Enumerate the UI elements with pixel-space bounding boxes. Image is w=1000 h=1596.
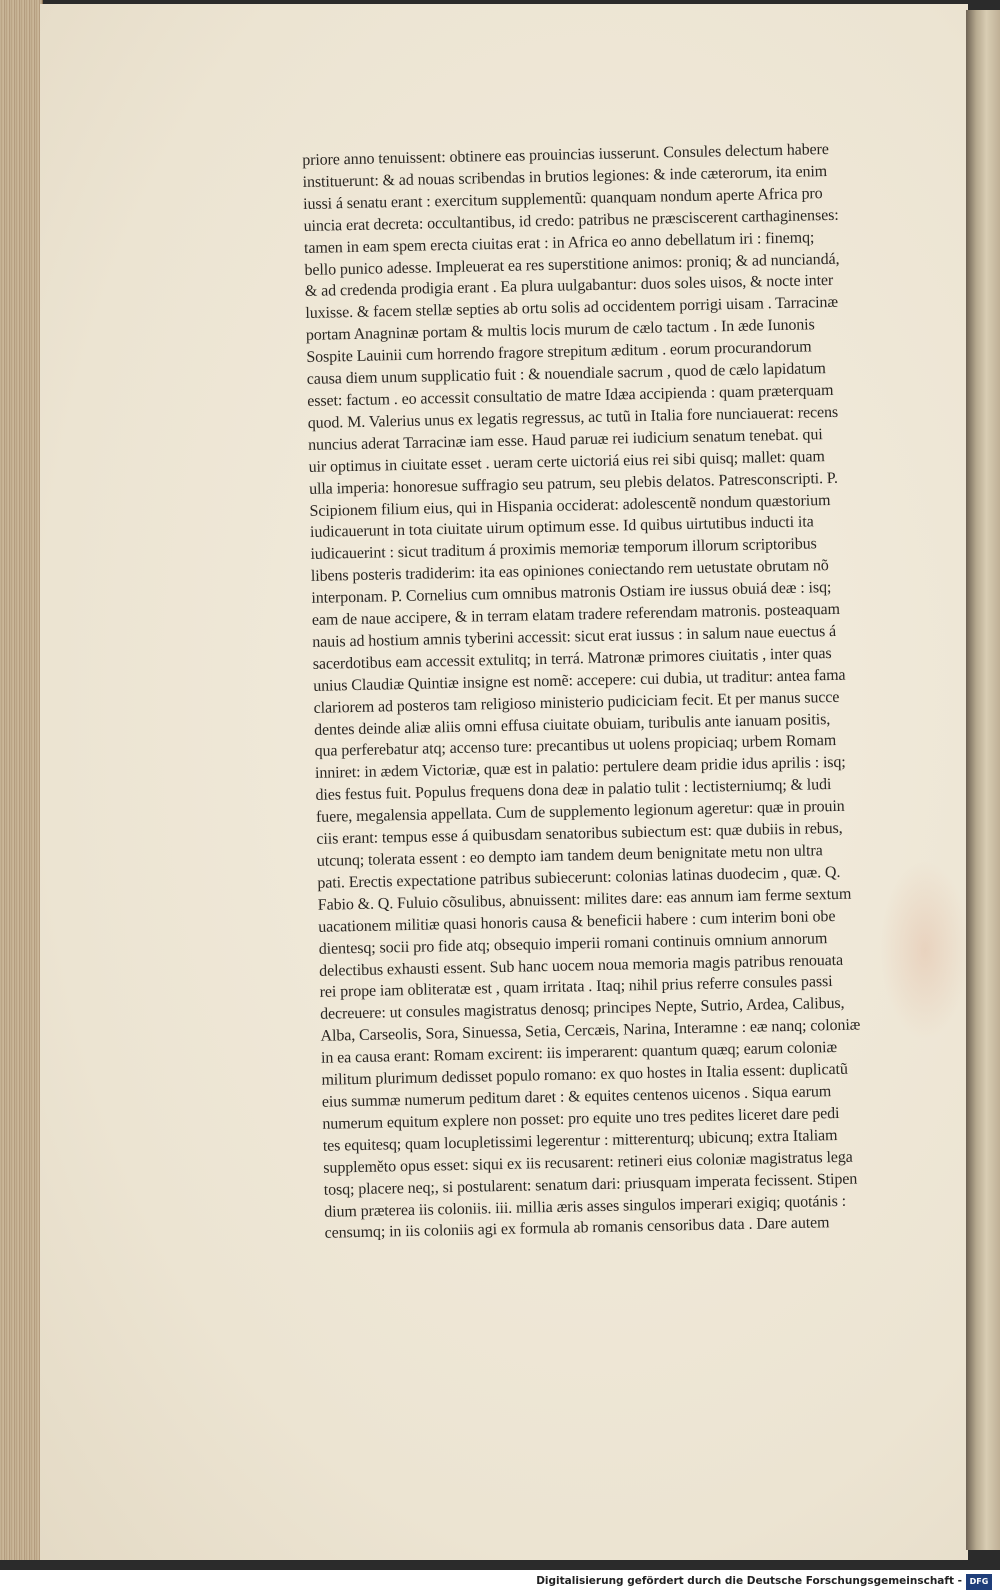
text-line: censumq; in iis coloniis agi ex formula ab romanis censoribus data . Dare autem: [324, 1214, 830, 1243]
book-edge-left: [0, 0, 43, 1560]
text-line: clariorem ad posteros tam religioso ministerio pudiciciam fecit. Et per manus succe: [313, 688, 840, 717]
text-line: nauis ad hostium amnis tyberini accessit: sicut erat iussus : in salum naue euectus á: [312, 622, 837, 651]
text-line: tes equitesq; quam locupletissimi legerentur : mitterenturq; ubicunq; extra Italiam: [322, 1126, 838, 1155]
text-line: portam Anagninæ portam & multis locis murum de cælo tactum . In æde Iunonis: [305, 316, 815, 345]
text-block: [302, 137, 965, 1245]
text-line: libens posteris tradiderim: ita eas opiniones coniectando rem uetustate obrutam nõ: [310, 557, 829, 586]
funding-credit: Digitalisierung gefördert durch die Deutsche Forschungsgemeinschaft -: [536, 1575, 962, 1587]
text-line: tamen in eam spem erecta ciuitas erat : in Africa eo anno debellatum iri : finemq;: [303, 228, 815, 257]
text-line: priore anno tenuissent: obtinere eas prouincias iusserunt. Consules delectum habere: [302, 140, 829, 169]
text-line: tosq; placere neq;, si postularent: senatum dari: priusquam imperata fecissent. Stipen: [323, 1170, 858, 1199]
text-line: rei prope iam obliteratæ est , quam irritata . Itaq; nihil prius referre consules passi: [319, 973, 833, 1002]
text-line: eius summæ numerum peditum daret : & equites centenos uicenos . Siqua earum: [321, 1083, 832, 1111]
text-line: decreuere: ut consules magistratus denosq; principes Nepte, Sutrio, Ardea, Calibus,: [319, 995, 845, 1024]
text-line: Fabio &. Q. Fuluio cõsulibus, abnuissent: milites dare: eas annum iam ferme sextum: [317, 885, 852, 914]
text-line: delectibus exhausti essent. Sub hanc uocem noua memoria magis patribus renouata: [319, 951, 844, 980]
text-line: eam de naue accipere, & in terram elatam tradere referendam matronis. posteaquam: [311, 600, 841, 629]
text-line: qua perferebatur atq; accenso ture: precantibus ut uolens propiciaq; urbem Romam: [314, 732, 837, 761]
text-line: Sospite Lauinii cum horrendo fragore strepitum æditum . eorum procurandorum: [306, 338, 812, 367]
text-line: dentes deinde aliæ aliis omni effusa ciuitate obuiam, turibulis ante ianuam positis,: [313, 710, 831, 739]
text-line: unius Claudiæ Quintiæ insigne est nomẽ: accepere: cui dubia, ut traditur: antea fama: [313, 666, 846, 695]
text-line: nuncius aderat Tarracinæ iam esse. Haud paruæ rei iudicium senatum tenebat. qui: [308, 425, 823, 454]
text-line: bello punico adesse. Impleuerat ea res superstitione animos: proniq; & ad nunciandá,: [304, 250, 840, 279]
text-line: Scipionem filium eius, qui in Hispania occiderat: adolescentẽ nondum quæstorium: [309, 491, 831, 520]
text-line: uir optimus in ciuitate esset . ueram certe uictoriá eius rei sibi quisq; mallet: quam: [308, 447, 825, 476]
text-line: instituerunt: & ad nouas scribendas in brutios legiones: & inde cæterorum, ita enim: [302, 162, 828, 191]
footer-bar: [0, 1570, 1000, 1596]
text-line: luxisse. & facem stellæ septies ab ortu solis ad occidentem porrigi uisam . Tarracinæ: [305, 294, 839, 323]
text-line: causa diem unum supplicatio fuit : & nouendiale sacrum , quod de cælo lapidatum: [306, 360, 826, 389]
dfg-logo: DFG: [966, 1574, 992, 1590]
text-line: uincia erat decreta: occultantibus, id credo: patribus ne præsciscerent carthaginenses:: [303, 206, 839, 235]
text-line: sacerdotibus eam accessit extulitq; in terrá. Matronæ primores ciuitatis , inter quas: [312, 644, 832, 673]
text-line: numerum equitum explere non posset: pro equite uno tres pedites liceret dare pedi: [322, 1104, 840, 1133]
book-edge-right: [966, 10, 1000, 1550]
text-line: uacationem militiæ quasi honoris causa & beneficii habere : cum interim boni obe: [318, 907, 836, 936]
text-line: ulla imperia: honoresue suffragio seu patrum, seu plebis delatos. Patresconscripti. P.: [308, 469, 838, 498]
text-line: ciis erant: tempus esse á quibusdam senatoribus subiectum est: quæ dubiis in rebus,: [316, 819, 843, 848]
text-line: fuere, megalensia appellata. Cum de supplemento legionum ageretur: quæ in prouin: [315, 797, 845, 827]
text-line: quod. M. Valerius unus ex legatis regressus, ac tutũ in Italia fore nunciauerat: recens: [307, 403, 839, 432]
text-line: iussi á senatu erant : exercitum supplementũ: quanquam nondum aperte Africa pro: [302, 184, 823, 213]
text-line: esset: factum . eo accessit consultatio de matre Idæa accipienda : quam præterquam: [307, 381, 834, 410]
text-line: militum plurimum dedisset populo romano: ex quo hostes in Italia essent: duplicatũ: [321, 1060, 848, 1089]
text-line: dies festus fuit. Populus frequens dona deæ in palatio tulit : lectisterniumq; & ludi: [315, 776, 832, 805]
text-line: inniret: in ædem Victoriæ, quæ est in palatio: pertulere deam pridie idus aprilis : isq;: [314, 754, 846, 783]
text-line: in ea causa erant: Romam excirent: iis imperarent: quantum quæq; earum coloniæ: [320, 1039, 838, 1067]
text-line: dientesq; socii pro fide atq; obsequio imperii romani continuis omnium annorum: [318, 929, 828, 958]
text-line: iudicauerunt in tota ciuitate uirum optimum esse. Id quibus uirtutibus inducti ita: [309, 513, 814, 542]
text-line: interponam. P. Cornelius cum omnibus matronis Ostiam ire iussus obuiá deæ : isq;: [311, 579, 832, 608]
text-line: iudicauerint : sicut traditum á proximis memoriæ temporum illorum scriptoribus: [310, 535, 817, 564]
text-line: pati. Erectis expectatione patribus subiecerunt: colonias latinas duodecim , quæ. Q.: [317, 863, 841, 892]
text-line: Alba, Carseolis, Sora, Sinuessa, Setia, Cercæis, Narina, Interamne : eæ nanq; coloniæ: [320, 1016, 861, 1046]
text-line: utcunq; tolerata essent : eo dempto iam tandem deum benignitate metu non ultra: [316, 842, 823, 870]
text-line: suppleměto opus esset: siqui ex iis recusarent: retineri eius coloniæ magistratus lega: [323, 1148, 853, 1177]
text-line: dium præterea iis coloniis. iii. millia æris asses singulos imperari exigiq; quotánis :: [324, 1192, 847, 1221]
text-line: & ad credenda prodigia erant . Ea plura uulgabantur: duos soles uisos, & nocte inter: [304, 272, 834, 301]
